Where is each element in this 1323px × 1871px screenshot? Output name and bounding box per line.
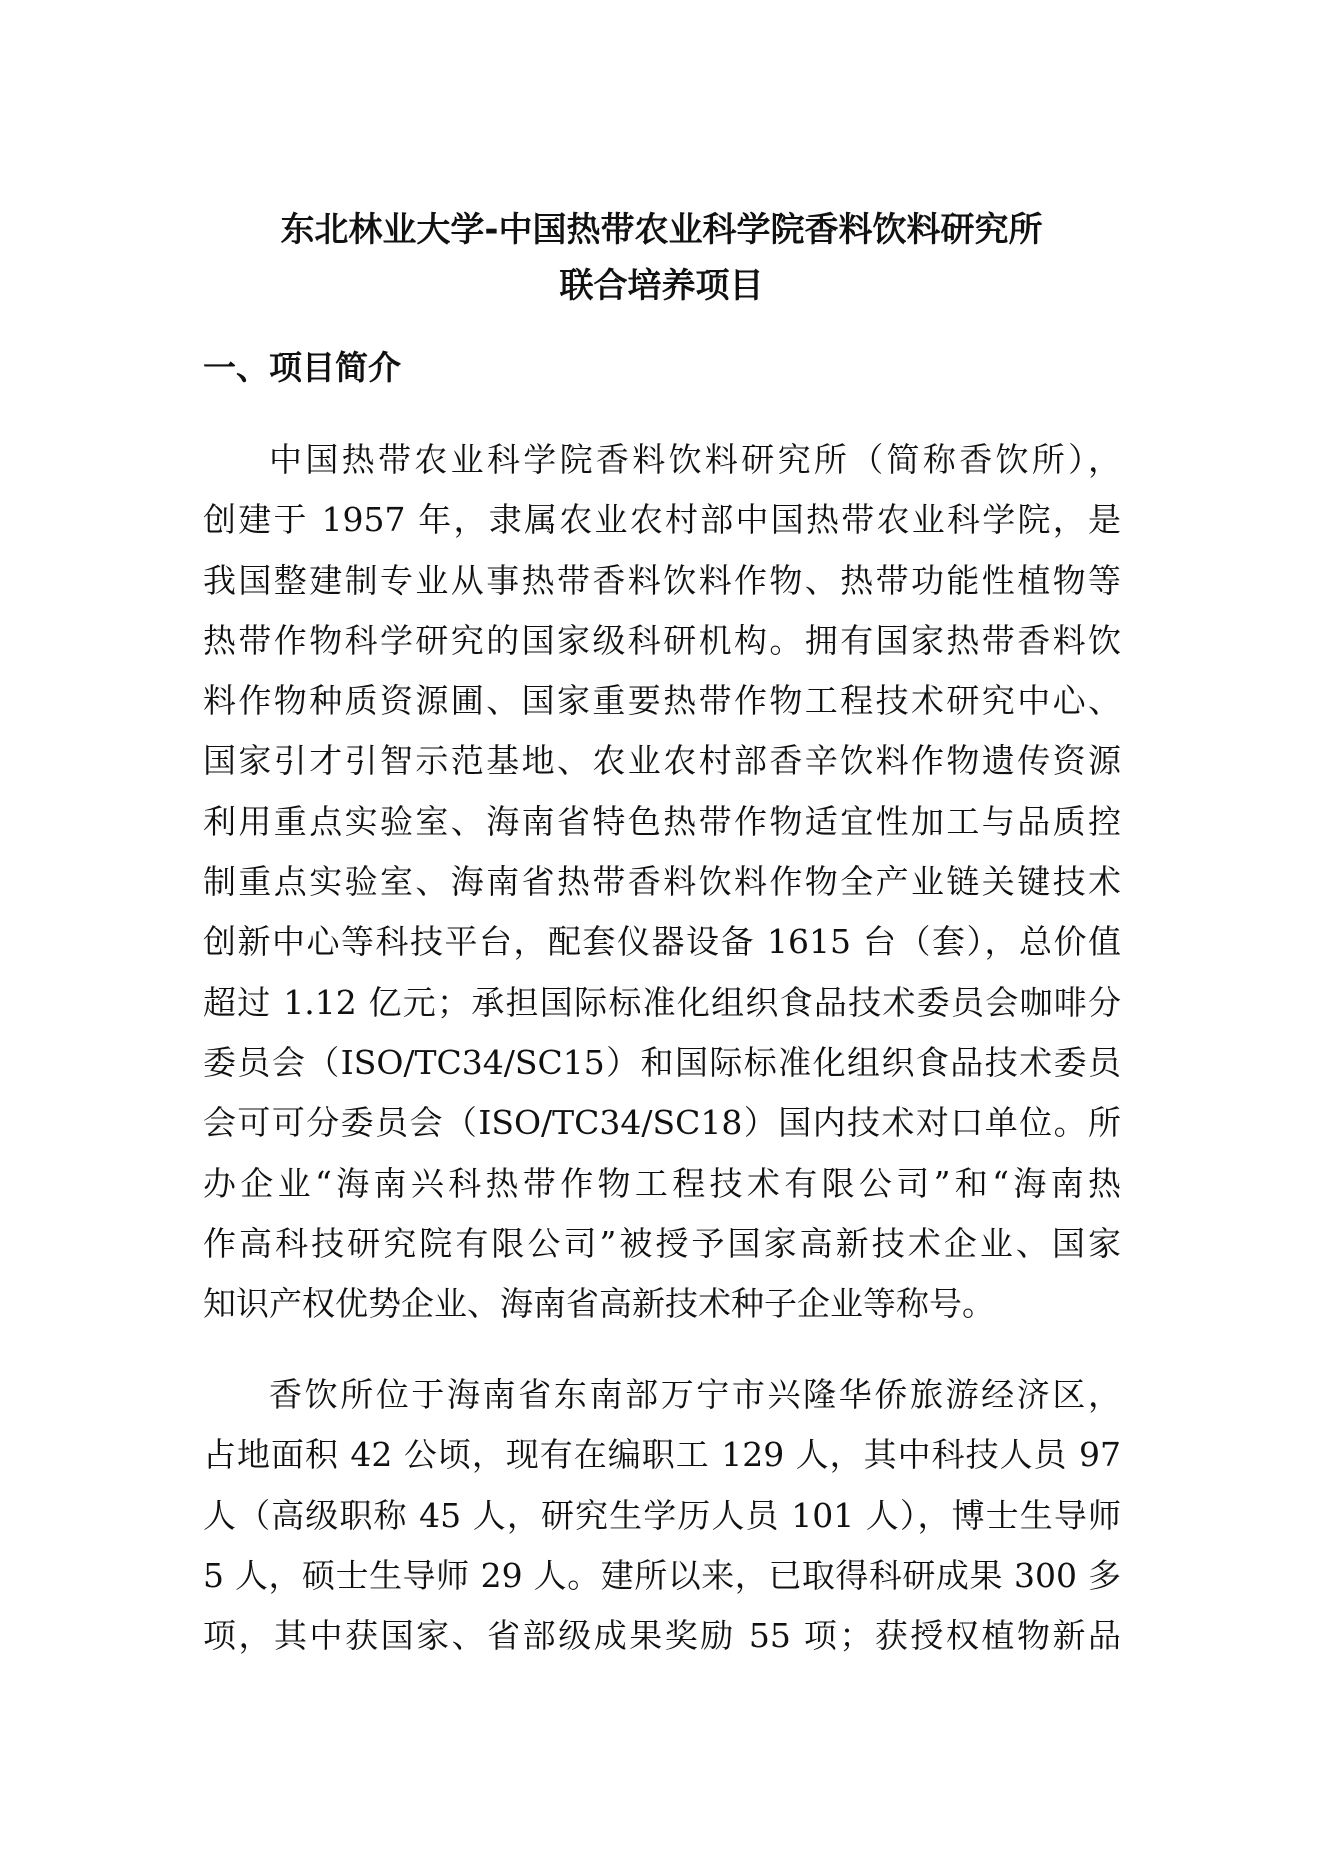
text-line: 创新中心等科技平台，配套仪器设备 1615 台（套），总价值 [203,922,1121,962]
paragraph-institute-location [203,1365,1121,1666]
text-line: 5 人，硕士生导师 29 人。建所以来，已取得科研成果 300 多 [203,1555,1121,1595]
document-title-line2: 联合培养项目 [559,266,764,306]
text-line: 人（高级职称 45 人，研究生学历人员 101 人），博士生导师 [203,1495,1121,1535]
section-heading-intro: 一、项目简介 [203,348,401,387]
text-line: 我国整建制专业从事热带香料饮料作物、热带功能性植物等 [203,560,1121,600]
text-line: 香饮所位于海南省东南部万宁市兴隆华侨旅游经济区， [269,1375,1121,1414]
text-line: 利用重点实验室、海南省特色热带作物适宜性加工与品质控 [203,801,1121,841]
text-line: 中国热带农业科学院香料饮料研究所（简称香饮所）， [269,440,1121,479]
text-line: 国家引才引智示范基地、农业农村部香辛饮料作物遗传资源 [203,741,1121,781]
text-line: 超过 1.12 亿元；承担国际标准化组织食品技术委员会咖啡分 [203,982,1121,1022]
text-line: 占地面积 42 公顷，现有在编职工 129 人，其中科技人员 97 [203,1435,1121,1475]
document-title-line1: 东北林业大学-中国热带农业科学院香料饮料研究所 [280,210,1043,250]
text-line: 制重点实验室、海南省热带香料饮料作物全产业链关键技术 [203,862,1121,902]
text-line: 创建于 1957 年，隶属农业农村部中国热带农业科学院，是 [203,500,1121,540]
text-line: 办企业“海南兴科热带作物工程技术有限公司”和“海南热 [203,1163,1121,1203]
text-line: 知识产权优势企业、海南省高新技术种子企业等称号。 [203,1284,995,1324]
text-line: 料作物种质资源圃、国家重要热带作物工程技术研究中心、 [203,681,1121,721]
text-line: 热带作物科学研究的国家级科研机构。拥有国家热带香料饮 [203,620,1121,660]
text-line: 项，其中获国家、省部级成果奖励 55 项；获授权植物新品 [203,1616,1121,1656]
text-line: 委员会（ISO/TC34/SC15）和国际标准化组织食品技术委员 [203,1042,1121,1082]
text-line: 会可可分委员会（ISO/TC34/SC18）国内技术对口单位。所 [203,1103,1121,1143]
paragraph-institute-overview [203,430,1121,1334]
text-line: 作高科技研究院有限公司”被授予国家高新技术企业、国家 [203,1223,1121,1263]
